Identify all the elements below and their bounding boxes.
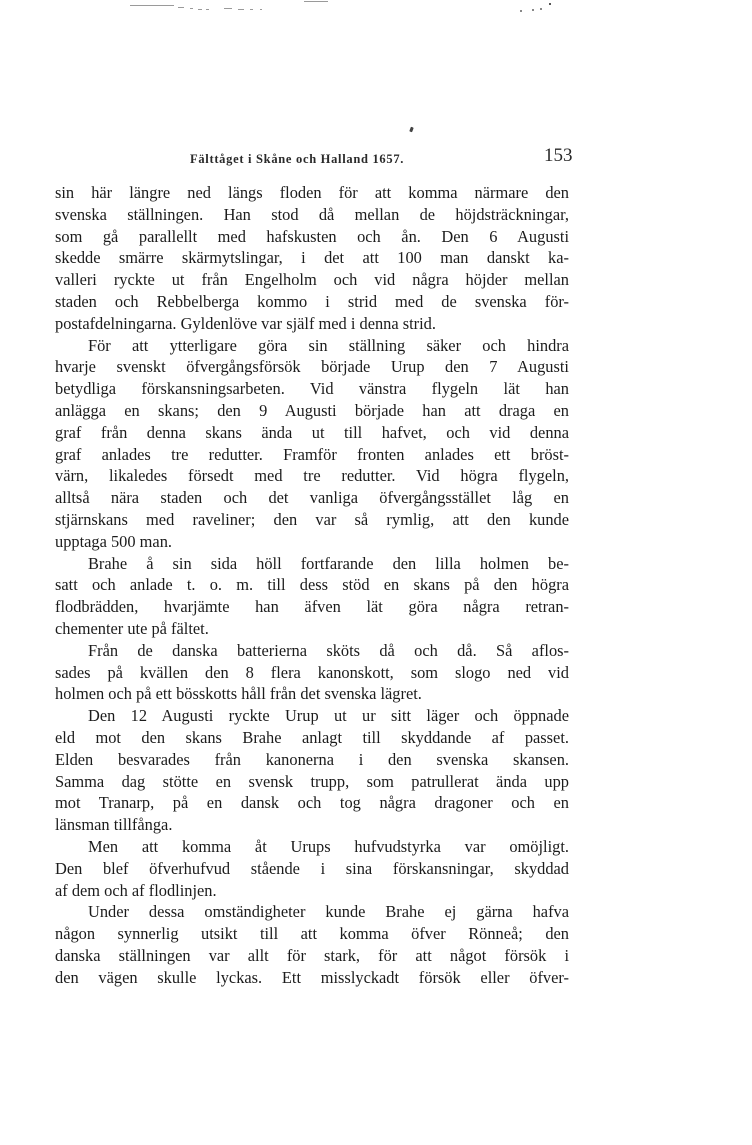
- text-line: länsman tillfånga.: [55, 815, 173, 835]
- text-line: stjärnskans med raveliner; den var så rymlig, att den kunde: [55, 509, 569, 529]
- text-line: Den blef öfverhufvud stående i sina förskansningar, skyddad: [55, 858, 569, 878]
- text-line: upptaga 500 man.: [55, 531, 172, 551]
- text-line: eld mot den skans Brahe anlagt till skyddande af passet.: [55, 727, 569, 747]
- text-line: hvarje svenskt öfvergångsförsök började Urup den 7 Augusti: [55, 357, 569, 377]
- body-text: [55, 182, 569, 988]
- text-line: postafdelningarna. Gyldenlöve var själf med i denna strid.: [55, 313, 436, 333]
- text-line: värn, likaledes försedt med tre redutter. Vid högra flygeln,: [55, 466, 569, 486]
- text-line: Den 12 Augusti ryckte Urup ut ur sitt läger och öppnade: [88, 706, 569, 726]
- ink-speck: [409, 127, 414, 133]
- text-line: danska ställningen var allt för stark, för att något försök i: [55, 945, 569, 965]
- text-line: mot Tranarp, på en dansk och tog några dragoner och en: [55, 793, 569, 813]
- text-line: svenska ställningen. Han stod då mellan de höjdsträckningar,: [55, 204, 569, 224]
- text-line: flodbrädden, hvarjämte han äfven lät göra några retran-: [55, 597, 569, 617]
- text-line: graf från denna skans ända ut till hafvet, och vid denna: [55, 422, 569, 442]
- text-line: som gå parallellt med hafskusten och ån. Den 6 Augusti: [55, 226, 569, 246]
- text-line: valleri ryckte ut från Engelholm och vid några höjder mellan: [55, 270, 569, 290]
- page-number: 153: [544, 145, 573, 166]
- text-line: anlägga en skans; den 9 Augusti började han att draga en: [55, 400, 569, 420]
- text-line: holmen och på ett bösskotts håll från det svenska lägret.: [55, 684, 422, 704]
- text-line: Elden besvarades från kanonerna i den svenska skansen.: [55, 749, 569, 769]
- text-line: Samma dag stötte en svensk trupp, som patrullerat ända upp: [55, 771, 569, 791]
- text-line: chementer ute på fältet.: [55, 618, 209, 638]
- text-line: Från de danska batterierna sköts då och då. Så aflos-: [88, 640, 569, 660]
- text-line: satt och anlade t. o. m. till dess stöd en skans på den högra: [55, 575, 569, 595]
- scan-artifact-marks: [120, 0, 580, 14]
- running-head: Fälttåget i Skåne och Halland 1657.: [190, 152, 405, 166]
- text-line: af dem och af flodlinjen.: [55, 880, 217, 900]
- text-line: Men att komma åt Urups hufvudstyrka var omöjligt.: [88, 836, 569, 856]
- text-line: någon synnerlig utsikt till att komma öfver Rönneå; den: [55, 924, 569, 944]
- text-line: alltså nära staden och det vanliga öfvergångsstället låg en: [55, 488, 569, 508]
- text-line: den vägen skulle lyckas. Ett misslyckadt försök eller öfver-: [55, 967, 569, 987]
- text-line: sin här längre ned längs floden för att komma närmare den: [55, 183, 569, 202]
- text-line: betydliga förskansningsarbeten. Vid vänstra flygeln lät han: [55, 379, 569, 399]
- text-line: Under dessa omständigheter kunde Brahe ej gärna hafva: [88, 902, 569, 922]
- text-line: graf anlades tre redutter. Framför fronten anlades ett bröst-: [55, 444, 569, 464]
- text-line: För att ytterligare göra sin ställning säker och hindra: [88, 335, 569, 355]
- text-line: skedde smärre skärmytslingar, i det att 100 man danskt ka-: [55, 248, 569, 268]
- text-line: staden och Rebbelberga kommo i strid med de svenska för-: [55, 291, 569, 311]
- text-line: Brahe å sin sida höll fortfarande den lilla holmen be-: [88, 553, 569, 573]
- text-line: sades på kvällen den 8 flera kanonskott, som slogo ned vid: [55, 662, 569, 682]
